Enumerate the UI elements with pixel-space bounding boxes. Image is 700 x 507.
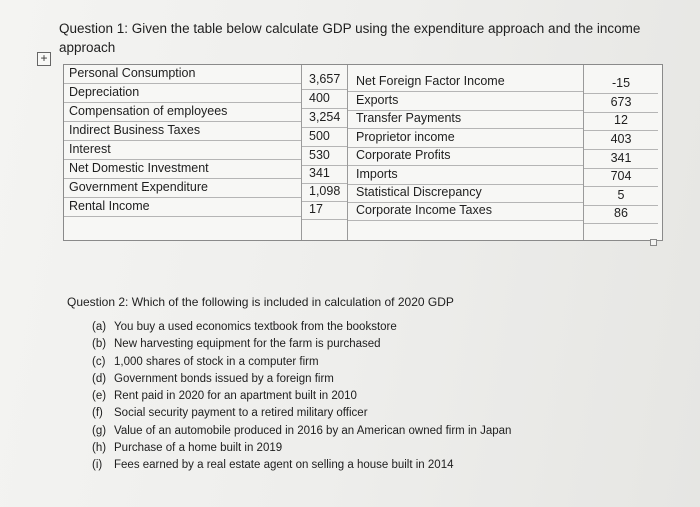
- table-cell: Indirect Business Taxes: [64, 122, 301, 141]
- table-expand-icon[interactable]: +: [37, 52, 51, 66]
- option-letter: (h): [92, 442, 107, 455]
- table-cell: 530: [302, 147, 347, 166]
- table-cell: 341: [302, 165, 347, 184]
- table-cell: 3,657: [302, 71, 347, 90]
- left-values-column: [302, 65, 348, 240]
- option-letter: (d): [92, 372, 107, 385]
- option-letter: (b): [92, 338, 107, 351]
- list-item: [92, 319, 511, 336]
- table-cell: Statistical Discrepancy: [348, 184, 583, 203]
- table-cell: Net Foreign Factor Income: [348, 73, 583, 92]
- option-letter: (i): [92, 459, 103, 472]
- table-cell: Corporate Profits: [348, 147, 583, 166]
- table-cell: Personal Consumption: [64, 65, 301, 84]
- gdp-data-table: [63, 64, 663, 241]
- table-cell: 86: [584, 205, 658, 224]
- option-text: Social security payment to a retired military officer: [114, 407, 368, 420]
- table-cell: 673: [584, 94, 658, 113]
- list-item: [92, 423, 511, 440]
- option-letter: (c): [92, 355, 106, 368]
- table-cell: Corporate Income Taxes: [348, 202, 583, 221]
- table-cell: Transfer Payments: [348, 110, 583, 129]
- option-text: Purchase of a home built in 2019: [114, 442, 283, 455]
- table-cell: 341: [584, 150, 658, 169]
- table-cell: 12: [584, 112, 658, 131]
- table-cell: Proprietor income: [348, 129, 583, 148]
- table-cell: 17: [302, 201, 347, 220]
- list-item: [92, 336, 511, 353]
- option-letter: (a): [92, 321, 107, 333]
- option-text: Fees earned by a real estate agent on selling a house built in 2014: [114, 459, 454, 472]
- right-values-column: [584, 65, 662, 240]
- option-text: You buy a used economics textbook from the bookstore: [114, 321, 397, 333]
- table-cell: 500: [302, 128, 347, 147]
- list-item: [92, 371, 511, 388]
- left-items-column: [64, 65, 302, 240]
- table-cell: 3,254: [302, 109, 347, 128]
- option-text: Value of an automobile produced in 2016 by an American owned firm in Japan: [114, 424, 512, 437]
- table-resize-handle[interactable]: [650, 239, 657, 246]
- table-cell: 400: [302, 90, 347, 109]
- table-cell: Government Expenditure: [64, 179, 301, 198]
- right-items-column: [348, 65, 584, 240]
- option-text: New harvesting equipment for the farm is purchased: [114, 338, 381, 351]
- table-cell: 403: [584, 131, 658, 150]
- question-1-line-1: Question 1: Given the table below calculate GDP using the expenditure approach and the income: [59, 21, 641, 36]
- table-cell: Net Domestic Investment: [64, 160, 301, 179]
- table-cell: 1,098: [302, 183, 347, 202]
- option-letter: (f): [92, 407, 103, 420]
- table-cell: Depreciation: [64, 84, 301, 103]
- table-cell: Imports: [348, 166, 583, 185]
- table-cell: -15: [584, 75, 658, 94]
- question-2-title: Question 2: Which of the following is included in calculation of 2020 GDP: [67, 295, 454, 309]
- list-item: [92, 457, 511, 474]
- table-cell: 5: [584, 187, 658, 206]
- question-2-options: [92, 319, 511, 475]
- option-letter: (e): [92, 390, 107, 403]
- question-1-line-2: approach: [59, 40, 116, 55]
- table-cell: Compensation of employees: [64, 103, 301, 122]
- list-item: [92, 405, 511, 422]
- option-text: Rent paid in 2020 for an apartment built in 2010: [114, 390, 357, 403]
- list-item: [92, 440, 511, 457]
- option-letter: (g): [92, 424, 107, 437]
- option-text: 1,000 shares of stock in a computer firm: [114, 355, 319, 368]
- list-item: [92, 354, 511, 371]
- table-cell: Exports: [348, 92, 583, 111]
- table-cell: 704: [584, 168, 658, 187]
- list-item: [92, 388, 511, 405]
- question-1: [59, 19, 659, 57]
- option-text: Government bonds issued by a foreign firm: [114, 372, 334, 385]
- table-cell: Interest: [64, 141, 301, 160]
- table-cell: Rental Income: [64, 198, 301, 217]
